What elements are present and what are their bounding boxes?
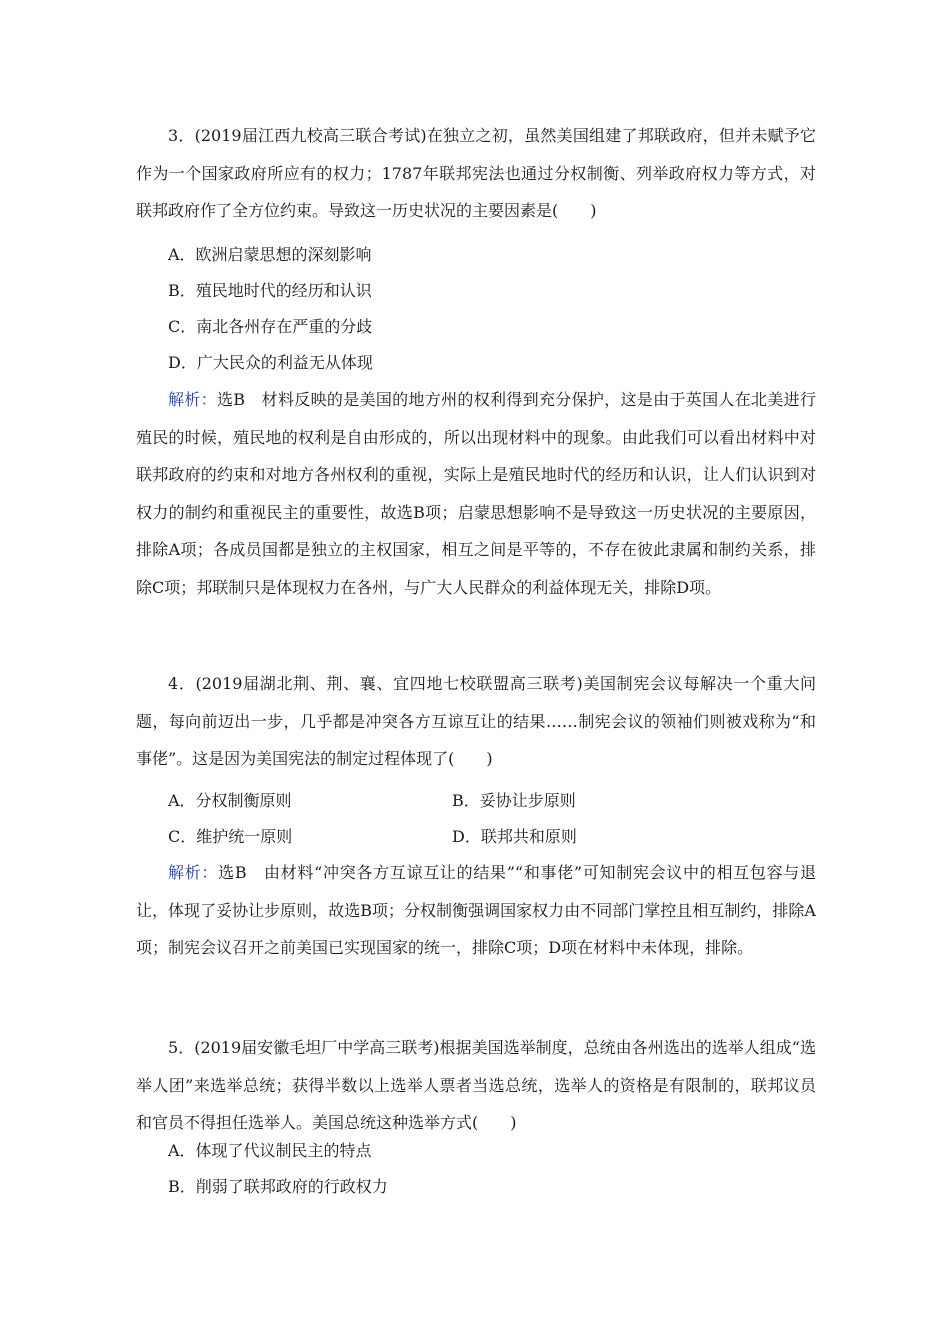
question-3-option-c: C．南北各州存在严重的分歧 xyxy=(168,317,373,336)
question-4-option-d: D．联邦共和原则 xyxy=(452,827,577,846)
question-3-option-d: D．广大民众的利益无从体现 xyxy=(168,353,373,372)
question-3-option-b: B．殖民地时代的经历和认识 xyxy=(168,281,372,300)
question-4-analysis xyxy=(136,854,816,967)
question-5-option-b: B．削弱了联邦政府的行政权力 xyxy=(168,1177,388,1196)
question-4-option-c: C．维护统一原则 xyxy=(168,827,293,846)
question-4-option-a: A．分权制衡原则 xyxy=(168,791,292,810)
question-4-option-b: B．妥协让步原则 xyxy=(452,791,576,810)
analysis-label: 解析： xyxy=(168,863,219,882)
analysis-text: 选B 材料反映的是美国的地方州的权利得到充分保护，这是由于英国人在北美进行殖民的时候，殖民地的权利是自由形成的，所以出现材料中的现象。由此我们可以看出材料中对联邦政府的约束和对地方各州权利的重视，实际上是殖民地时代的经历和认识，让人们认识到对权力的制约和重视民主的重要性，故选B项；启蒙思想影响不是导致这一历史状况的主要原因，排除A项；各成员国都是独立的主权国家，相互之间是平等的，不存在彼此隶属和制约关系，排除C项；邦联制只是体现权力在各州，与广大人民群众的利益体现无关，排除D项。 xyxy=(136,390,816,597)
analysis-label: 解析： xyxy=(168,390,217,409)
question-4-stem: 4．(2019届湖北荆、荆、襄、宜四地七校联盟高三联考)美国制宪会议每解决一个重大问题，每向前迈出一步，几乎都是冲突各方互谅互让的结果……制宪会议的领袖们则被戏称为“和事佬”。这是因为美国宪法的制定过程体现了( ) xyxy=(136,674,816,768)
question-3-analysis xyxy=(136,381,816,606)
analysis-text: 选B 由材料“冲突各方互谅互让的结果”“和事佬”可知制宪会议中的相互包容与退让，体现了妥协让步原则，故选B项；分权制衡强调国家权力由不同部门掌控且相互制约，排除A项；制宪会议召开之前美国已实现国家的统一，排除C项；D项在材料中未体现，排除。 xyxy=(136,863,816,957)
question-5-stem: 5．(2019届安徽毛坦厂中学高三联考)根据美国选举制度，总统由各州选出的选举人组成“选举人团”来选举总统；获得半数以上选举人票者当选总统，选举人的资格是有限制的，联邦议员和官员不得担任选举人。美国总统这种选举方式( ) xyxy=(136,1038,816,1132)
question-3-option-a: A．欧洲启蒙思想的深刻影响 xyxy=(168,245,372,264)
question-5-option-a: A．体现了代议制民主的特点 xyxy=(168,1141,372,1160)
question-3-stem: 3．(2019届江西九校高三联合考试)在独立之初，虽然美国组建了邦联政府，但并未赋予它作为一个国家政府所应有的权力；1787年联邦宪法也通过分权制衡、列举政府权力等方式，对联邦政府作了全方位约束。导致这一历史状况的主要因素是( ) xyxy=(136,126,816,220)
